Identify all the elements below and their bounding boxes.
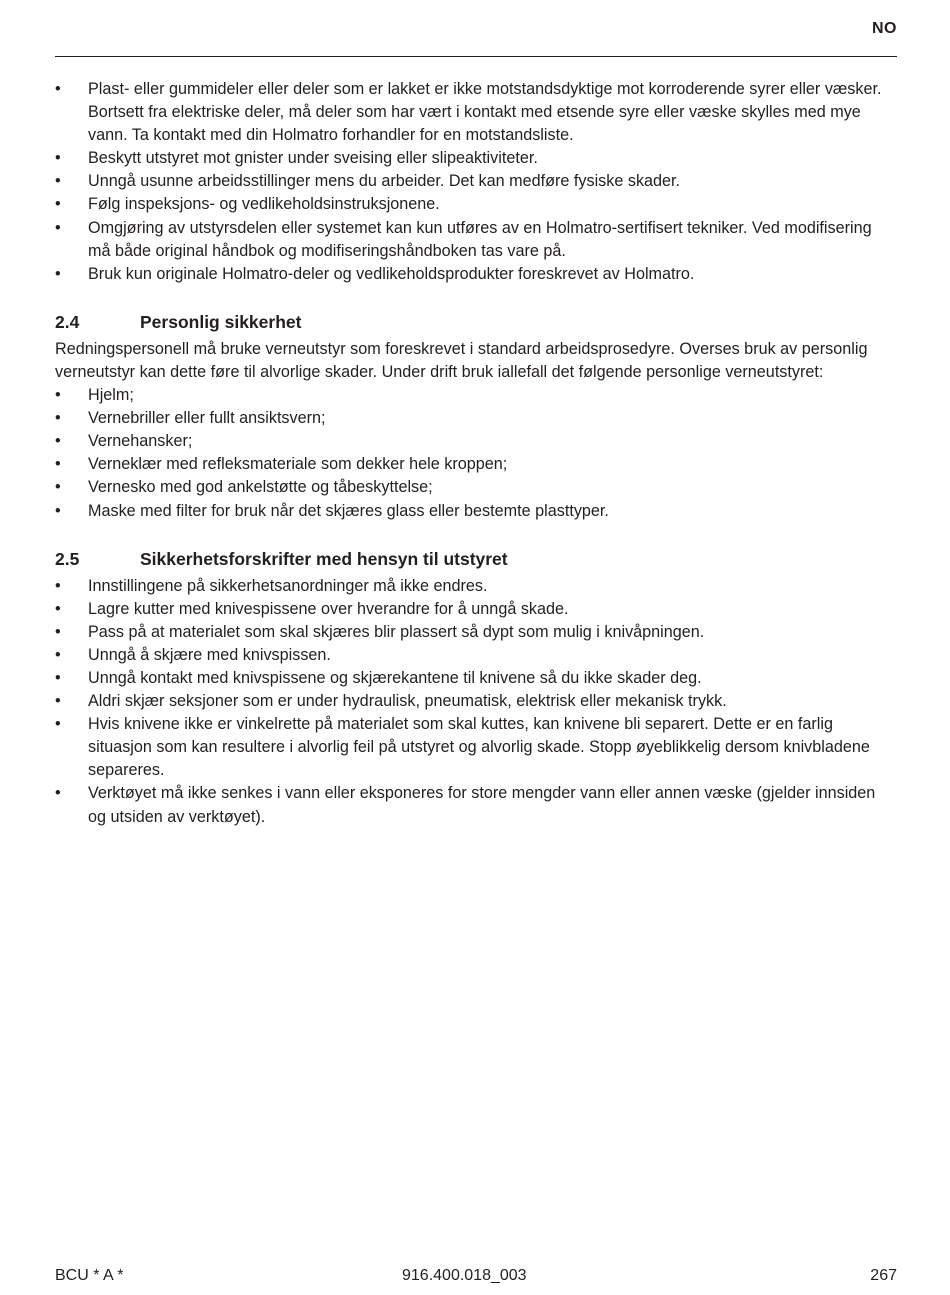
list-item	[55, 500, 897, 523]
list-item	[55, 193, 897, 216]
list-item	[55, 598, 897, 621]
list-item	[55, 453, 897, 476]
list-item	[55, 644, 897, 667]
bullet-icon: •	[55, 455, 61, 474]
list-item-text: Maske med filter for bruk når det skjæres glass eller bestemte plasttyper.	[88, 501, 609, 520]
list-item-text: Hvis knivene ikke er vinkelrette på materialet som skal kuttes, kan knivene bli separert. Dette er en farlig situasjon som kan resultere i alvorlig feil på utstyret og alvorlig skade. Stopp øyeblikkelig dersom knivbladene separeres.	[88, 715, 870, 780]
bullet-icon: •	[55, 784, 61, 803]
equipment-safety-list	[55, 575, 897, 829]
bullet-icon: •	[55, 501, 61, 520]
bullet-icon: •	[55, 645, 61, 664]
bullet-icon: •	[55, 715, 61, 734]
section-number: 2.4	[55, 311, 80, 332]
bullet-icon: •	[55, 409, 61, 428]
bullet-icon: •	[55, 80, 61, 98]
footer-page-number: 267	[870, 1267, 897, 1284]
list-item	[55, 667, 897, 690]
list-item	[55, 217, 897, 263]
list-item-text: Innstillingene på sikkerhetsanordninger må ikke endres.	[88, 576, 488, 595]
list-item-text: Vernebriller eller fullt ansiktsvern;	[88, 409, 326, 428]
list-item-text: Unngå kontakt med knivspissene og skjærekantene til knivene så du ikke skader deg.	[88, 668, 702, 687]
bullet-icon: •	[55, 195, 61, 214]
bullet-icon: •	[55, 668, 61, 687]
list-item	[55, 170, 897, 193]
list-item-text: Følg inspeksjons- og vedlikeholdsinstruksjonene.	[88, 195, 440, 214]
bullet-icon: •	[55, 692, 61, 711]
list-item-text: Lagre kutter med knivespissene over hverandre for å unngå skade.	[88, 599, 569, 618]
list-item	[55, 476, 897, 499]
safety-bullet-list	[55, 78, 897, 286]
bullet-icon: •	[55, 386, 61, 405]
list-item-text: Omgjøring av utstyrsdelen eller systemet kan kun utføres av en Holmatro-sertifisert tekniker. Ved modifisering må både original håndbok og modifiseringshåndboken tas vare på.	[88, 218, 872, 260]
list-item-text: Unngå usunne arbeidsstillinger mens du arbeider. Det kan medføre fysiske skader.	[88, 172, 681, 191]
bullet-icon: •	[55, 149, 61, 168]
section-title: Sikkerhetsforskrifter med hensyn til utstyret	[140, 548, 508, 569]
bullet-icon: •	[55, 576, 61, 595]
list-item-text: Unngå å skjære med knivspissen.	[88, 645, 331, 664]
bullet-icon: •	[55, 432, 61, 451]
footer-document-number: 916.400.018_003	[402, 1267, 527, 1284]
list-item	[55, 78, 897, 147]
list-item	[55, 713, 897, 782]
list-item-text: Vernehansker;	[88, 432, 193, 451]
list-item-text: Vernesko med god ankelstøtte og tåbeskyttelse;	[88, 478, 433, 497]
section-intro-paragraph: Redningspersonell må bruke verneutstyr som foreskrevet i standard arbeidsprosedyre. Overses bruk av personlig verneutstyr kan dette føre til alvorlige skader. Under drift bruk iallefall det følgende personlige verneutstyret:	[55, 339, 868, 381]
section-title: Personlig sikkerhet	[140, 311, 302, 332]
header-divider	[55, 56, 897, 57]
list-item-text: Plast- eller gummideler eller deler som er lakket er ikke motstandsdyktige mot korroderende syrer eller væsker. Bortsett fra elektriske deler, må deler som har vært i kontakt med etsende syre eller væske skylles med mye vann. Ta kontakt med din Holmatro forhandler for en motstandsliste.	[88, 80, 882, 145]
list-item	[55, 690, 897, 713]
bullet-icon: •	[55, 264, 61, 283]
list-item-text: Hjelm;	[88, 386, 134, 405]
list-item	[55, 430, 897, 453]
bullet-icon: •	[55, 599, 61, 618]
bullet-icon: •	[55, 478, 61, 497]
section-heading-equipment-safety	[55, 547, 897, 571]
list-item-text: Verneklær med refleksmateriale som dekker hele kroppen;	[88, 455, 508, 474]
list-item	[55, 782, 897, 828]
footer-model: BCU * A *	[55, 1267, 124, 1284]
list-item	[55, 384, 897, 407]
page-content	[55, 78, 897, 829]
list-item	[55, 263, 897, 286]
bullet-icon: •	[55, 172, 61, 191]
section-number: 2.5	[55, 548, 80, 569]
list-item-text: Verktøyet må ikke senkes i vann eller eksponeres for store mengder vann eller annen væske (gjelder innsiden og utsiden av verktøyet).	[88, 784, 876, 826]
list-item	[55, 407, 897, 430]
list-item	[55, 621, 897, 644]
list-item	[55, 147, 897, 170]
bullet-icon: •	[55, 218, 61, 237]
list-item-text: Beskytt utstyret mot gnister under sveising eller slipeaktiviteter.	[88, 149, 538, 168]
list-item-text: Bruk kun originale Holmatro-deler og vedlikeholdsprodukter foreskrevet av Holmatro.	[88, 264, 695, 283]
list-item-text: Pass på at materialet som skal skjæres blir plassert så dypt som mulig i knivåpningen.	[88, 622, 705, 641]
protective-equipment-list	[55, 384, 897, 523]
list-item	[55, 575, 897, 598]
section-heading-personal-safety	[55, 310, 897, 334]
bullet-icon: •	[55, 622, 61, 641]
language-code: NO	[872, 20, 897, 37]
list-item-text: Aldri skjær seksjoner som er under hydraulisk, pneumatisk, elektrisk eller mekanisk trykk.	[88, 692, 727, 711]
